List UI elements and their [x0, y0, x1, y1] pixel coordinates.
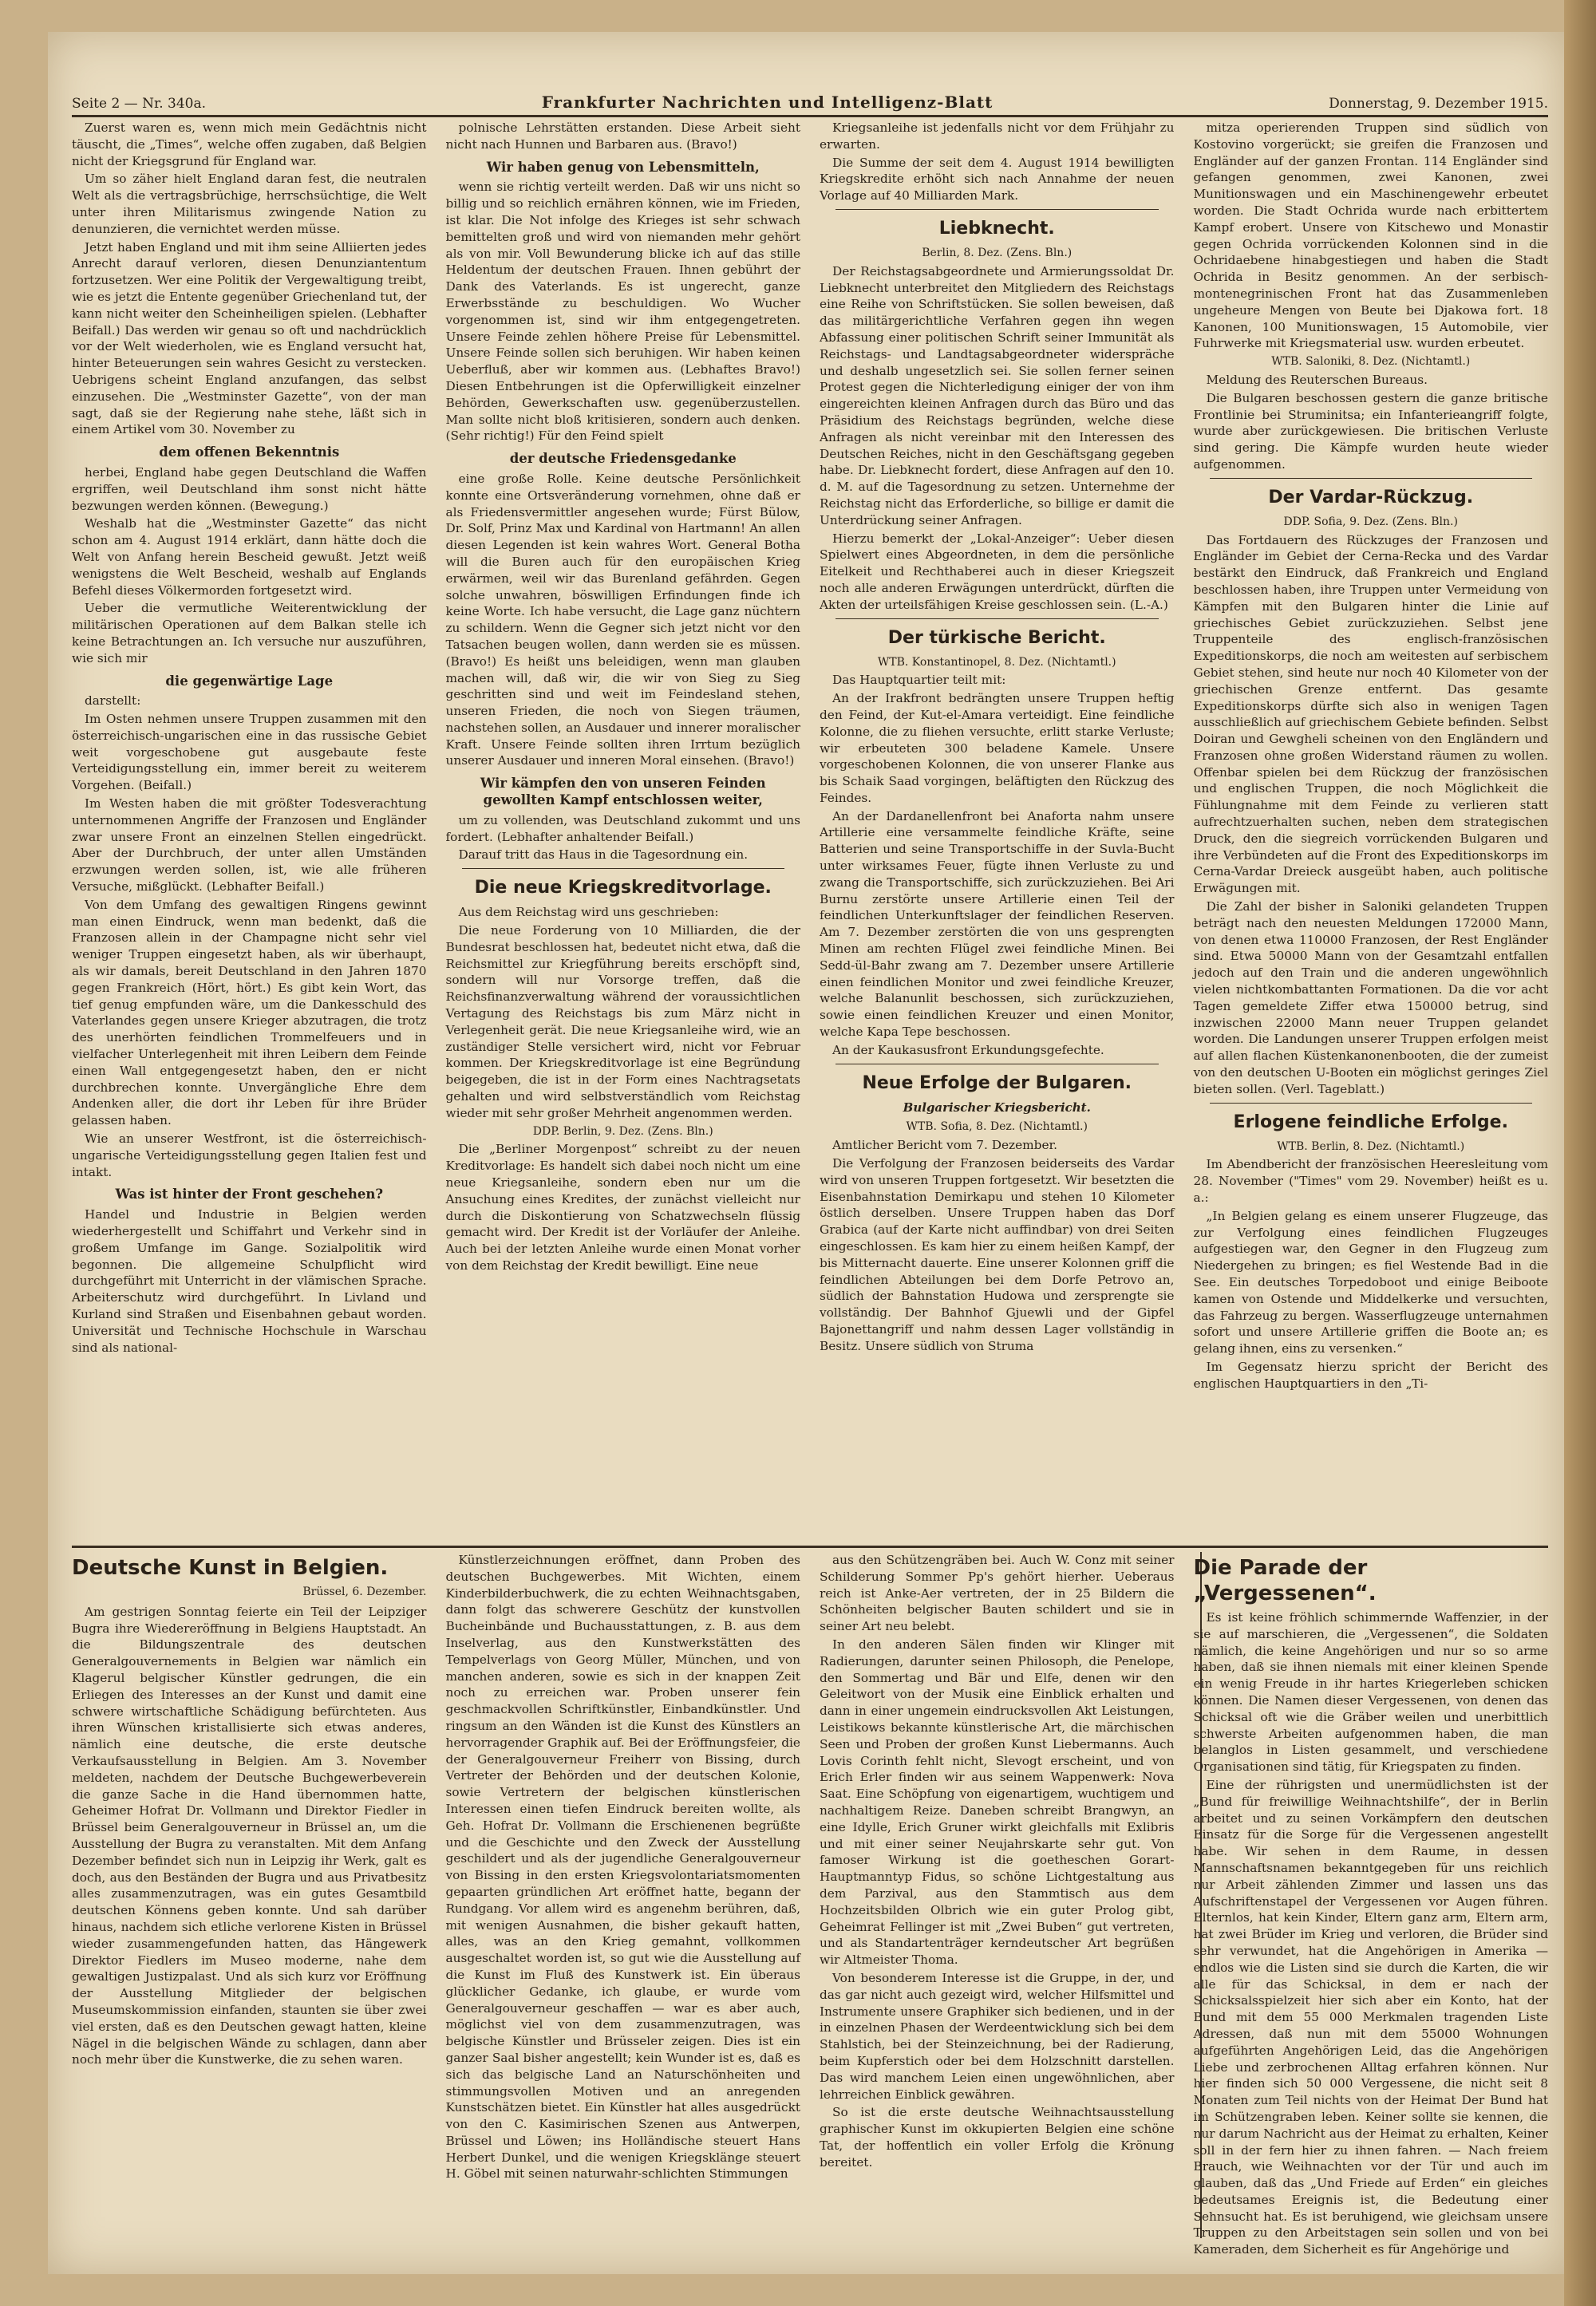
paragraph: darstellt:: [85, 693, 141, 709]
paragraph: wenn sie richtig verteilt werden. Daß wir uns nicht so billig und so reichlich ernähren können, wie im Frieden, ist klar. Die Not infolge des Krieges ist sehr schwach bemittelten groß und wird von niemanden mehr gehört als von mir. Voll Bewunderung blicke ich auf das stille Heldentum der deutschen Frauen. Ihnen gebührt der Dank des Vaterlands. Es ist ungerecht, ganze Erwerbsstände zu beschuldigen. Wo Wucher vorgenommen ist, sind wir ihm entgegengetreten. Unsere Feinde zehlen höhere Preise für Lebensmittel. Unsere Feinde sollen sich beruhigen. Wir haben keinen Ueberfluß, aber wir kommen aus. (Lebhaftes Bravo!) Diesen Entbehrungen ist die Opferwilligkeit einzelner Behörden, Gewerkschaften usw. gegenüberzustellen. Man sollte nicht bloß kritisieren, sondern auch denken. (Sehr richtig!) Für den Feind spielt: [445, 180, 800, 444]
paragraph: Die Bulgaren beschossen gestern die ganze britische Frontlinie bei Struminitsa; ein Infanterieangriff folgte, wurde aber zurückgewiesen. Die britischen Verluste sind gering. Die Kämpfe wurden heute wieder aufgenommen.: [1193, 390, 1548, 472]
paragraph: Im Gegensatz hierzu spricht der Bericht des englischen Hauptquartiers in den „Ti-: [1193, 1359, 1548, 1391]
dateline: Brüssel, 6. Dezember.: [302, 1585, 427, 1598]
article-subtitle: Bulgarischer Kriegsbericht.: [903, 1100, 1091, 1115]
divider: [1210, 1103, 1533, 1104]
article-title: Die neue Kriegskreditvorlage.: [474, 878, 772, 898]
divider: [836, 618, 1159, 619]
column-2: [446, 120, 801, 1544]
article-title: Der türkische Bericht.: [887, 627, 1106, 648]
paragraph: Hierzu bemerkt der „Lokal-Anzeiger“: Ueber diesen Spielwert eines Abgeordneten, in dem die persönliche Eitelkeit und Rechthaberei auch in dieser Kriegszeit noch alle anderen Erwägungen unterdrückt, dürften die Akten der urteilsfähigen Kreise geschlossen sein. (L.-A.): [820, 531, 1175, 612]
paragraph: Die Zahl der bisher in Saloniki gelandeten Truppen beträgt nach den neuesten Meldungen 172000 Mann, von denen etwa 110000 Franzosen, der Rest Engländer sind. Etwa 50000 Mann von der Gesamtzahl entfallen jedoch auf den Train und die anderen ungewöhnlich vielen nichtkombattanten Formationen. Da die vor acht Tagen gemeldete Ziffer etwa 150000 betrug, sind inzwischen 22000 Mann neuer Truppen gelandet worden. Die Landungen unserer Truppen erfolgen meist auf allen flachen Küstenkanonenbooten, die der zumeist von den deutschen U-Booten ein möglichst geringes Ziel bieten sollen. (Verl. Tageblatt.): [1193, 899, 1548, 1096]
dateline: DDP. Sofia, 9. Dez. (Zens. Bln.): [1283, 515, 1458, 528]
paragraph: mitza operierenden Truppen sind südlich von Kostovino vorgerückt; sie greifen die Franzosen und Engländer auf der ganzen Frontan. 114 Engländer sind gefangen genommen, zwei Kanonen, zwei Munitionswagen und ein Maschinengewehr erbeutet worden. Die Stadt Ochrida wurde nach erbittertem Kampf erobert. Unsere von Kitschewo und Monastir gegen Ochrida vorrückenden Kolonnen sind in die Ochridaebene hinabgestiegen und haben die Stadt Ochrida in Besitz genommen. An der serbisch-montenegrinischen Front hat das Zusammenleben ungeheure Mengen von Beute bei Djakowa fort. 18 Kanonen, 100 Munitionswagen, 15 Automobile, vier Fuhrwerke mit Kriegsmaterial usw. wurden erbeutet.: [1193, 120, 1548, 351]
paragraph: An der Kaukasusfront Erkundungsgefechte.: [832, 1042, 1104, 1057]
divider: [836, 209, 1159, 210]
subheading: der deutsche Friedensgedanke: [509, 451, 737, 467]
paragraph: Ueber die vermutliche Weiterentwicklung der militärischen Operationen auf dem Balkan stelle ich keine Betrachtungen an. Ich versuche nur auszuführen, wie sich mir: [72, 601, 427, 665]
paragraph: In den anderen Sälen finden wir Klinger mit Radierungen, darunter seinen Philosoph, die Penelope, den Sommertag und Bär und Elfe, denen wir den Geleitwort von der Musik eine Einblick erhalten und dann in einer ungemein eindrucksvollen Akt Leistungen, Leistikows bekannte künstlerische Art, die märchischen Seen und Proben der großen Kunst Liebermanns. Auch Lovis Corinth fehlt nicht, Slevogt erscheint, und von Erich Erler finden wir aus seinem Wappenwerk: Nova Saat. Eine Schöpfung von eigenartigem, wuchtigem und nachhaltigem Reize. Daneben schreibt Brangwyn, an eine Idylle, Erich Gruner wirkt gleichfalls mit Exlibris und mit einer seiner Neujahrskarte sehr gut. Von famoser Wirkung ist die goetheschen Gorart-Hauptmanntyp Fidus, so schöne Lichtgestaltung aus dem Parzival, aus den Stammtisch aus dem Hochzeitsbilden Olbrich wie ein guter Prolog gibt, Geheimrat Fellinger ist mit „Zwei Buben“ gut vertreten, und als Standartenträger kerndeutscher Art begrüßen wir Altmeister Thoma.: [820, 1637, 1175, 1968]
column-1: [72, 120, 427, 1544]
article-title: Die Parade der „Vergessenen“.: [1193, 1556, 1377, 1605]
dateline: WTB. Berlin, 8. Dez. (Nichtamtl.): [1277, 1139, 1465, 1153]
main-columns: [72, 120, 1548, 1544]
paragraph: eine große Rolle. Keine deutsche Persönlichkeit konnte eine Ortsveränderung vornehmen, ohne daß er als Friedensvermittler angesehen wurde; Fürst Bülow, Dr. Solf, Prinz Max und Kardinal von Hartmann! An allen diesen Legenden ist kein wahres Wort. General Botha will die Buren auch für den europäischen Krieg erwärmen, weil wir das Burenland gefährden. Gegen solche unwahren, böswilligen Erfindungen finde ich keine Worte. Ich habe versucht, die Lage ganz nüchtern zu schildern. Wenn die Gegner sich jetzt nicht vor den Tatsachen beugen wollen, dann werden sie es müssen. (Bravo!) Es heißt uns beleidigen, wenn man glauben machen will, daß wir, die wir von Sieg zu Sieg geschritten sind und weit im Feindesland stehen, unseren Frieden, die noch von Siegen träumen, nachstehen sollen, an Ausdauer und innerer moralischer Kraft. Unsere Feinde sollten ihren Irrtum bezüglich unserer Ausdauer und inneren Moral einsehen. (Bravo!): [445, 471, 800, 768]
paragraph: Das Fortdauern des Rückzuges der Franzosen und Engländer im Gebiet der Cerna-Recka und des Vardar bestärkt den Eindruck, daß Frankreich und England beschlossen haben, ihre Truppen unter Vermeidung von Kämpfen mit den Bulgaren hinter die Linie auf griechisches Gebiet zurückzuziehen. Selbst jene Truppenteile des englisch-französischen Expeditionskorps, die noch am weitesten auf serbischem Gebiet stehen, sind heute nur noch 40 Kilometer von der griechischen Grenze entfernt. Das gesamte Expeditionskorps dürfte sich also in wenigen Tagen ausschließlich auf griechischem Gebiete befinden. Selbst Doiran und Gewgheli scheinen von den Engländern und Franzosen ohne großen Widerstand räumen zu wollen. Offenbar spielen bei dem Rückzug der französischen und englischen Truppen, die noch Möglichkeit die Fühlungnahme mit dem Feinde zu verlieren statt aufrechtzuerhalten suchen, neben dem strategischen Druck, den die siegreich vorrückenden Bulgaren und ihre Verbündeten auf die Front des Expeditionskorps im Cerna-Vardar Dreieck ausgeübt haben, auch politische Erwägungen mit.: [1193, 532, 1548, 896]
divider: [1210, 478, 1533, 479]
dateline: WTB. Konstantinopel, 8. Dez. (Nichtamtl.): [877, 655, 1116, 669]
article-title: Deutsche Kunst in Belgien.: [72, 1556, 389, 1580]
column-4: [1194, 120, 1549, 1544]
paragraph: Die neue Forderung von 10 Milliarden, die der Bundesrat beschlossen hat, bedeutet nicht etwa, daß die Reichsmittel zur Kriegführung bereits erschöpft sind, sondern will nur Vorsorge treffen, daß die Reichsfinanzverwaltung während der voraussichtlichen Vertagung des Reichstags bis zum März nicht in Verlegenheit gerät. Die neue Kriegsanleihe wird, wie an zuständiger Stelle versichert wird, nicht vor Februar kommen. Der Kriegskreditvorlage ist eine Begründung beigegeben, die ist in der Form eines Nachtragsetats gehalten und wird selbstverständlich vom Reichstag wieder mit sehr großer Mehrheit angenommen werden.: [445, 923, 800, 1120]
feuilleton-column-1: [72, 1552, 427, 2260]
article-title: Erlogene feindliche Erfolge.: [1233, 1112, 1508, 1132]
paragraph: Im Abendbericht der französischen Heeresleitung vom 28. November ("Times" vom 29. November) heißt es u. a.:: [1193, 1157, 1548, 1206]
paragraph: Jetzt haben England und mit ihm seine Alliierten jedes Anrecht darauf verloren, diesen Denunziantentum fortzusetzen. Wer eine Politik der Vergewaltigung treibt, wie es jetzt die Entente gegenüber Griechenland tut, der kann nicht weiter den Scheinheiligen spielen. (Lebhafter Beifall.) Das werden wir genau so oft und nachdrücklich vor der Welt wiederholen, wie es England versucht hat, hinter Beteuerungen sein wahres Gesicht zu verstecken. Uebrigens scheint England anzufangen, das selbst einzusehen. Die „Westminster Gazette“, von der man sagt, daß sie der Regierung nahe stehe, läßt sich in einem Artikel vom 30. November zu: [72, 239, 427, 437]
article-title: Neue Erfolge der Bulgaren.: [862, 1072, 1132, 1093]
dateline: WTB. Sofia, 8. Dez. (Nichtamtl.): [906, 1120, 1088, 1134]
paragraph: polnische Lehrstätten erstanden. Diese Arbeit sieht nicht nach Hunnen und Barbaren aus. (Bravo!): [445, 120, 800, 152]
section-rule: [72, 1546, 1548, 1548]
paragraph: Meldung des Reuterschen Bureaus.: [1206, 372, 1428, 387]
page-label: Seite 2 — Nr. 340a.: [72, 96, 206, 112]
subheading: die gegenwärtige Lage: [165, 673, 334, 689]
paragraph: Zuerst waren es, wenn mich mein Gedächtnis nicht täuscht, die „Times“, welche offen zugaben, daß Belgien nicht der Kriegsgrund für England war.: [72, 120, 427, 168]
paragraph: Im Westen haben die mit größter Todesverachtung unternommenen Angriffe der Franzosen und Engländer zwar unsere Front an einzelnen Stellen eingedrückt. Aber der Durchbruch, der unter allen Umständen erzwungen werden sollen, ist, wie alle früheren Versuche, mißglückt. (Lebhafter Beifall.): [72, 796, 427, 894]
paragraph: Künstlerzeichnungen eröffnet, dann Proben des deutschen Buchgewerbes. Mit Wichten, einem Kinderbilderbuchwerk, die zu echten Weihnachtsgaben, dann folgt das schwerere Geschütz der kunstvollen Bucheinbände und Buchausstattungen, z. B. aus dem Inselverlag, aus den Kunstwerkstätten des Tempelverlags von Georg Müller, München, und von manchen anderen, sowie es sich in der knappen Zeit noch zu erreichen war. Proben unserer fein geschmackvollen Schriftkünstler, Einbandkünstler. Und ringsum an den Wänden ist die Kunst des Künstlers an hervorragender Graphik auf. Bei der Eröffnungsfeier, die der Generalgouverneur Freiherr von Bissing, durch Vertreter der Behörden und der deutschen Kolonie, sowie Vertretern der belgischen künstlerischen Interessen einen tiefen Eindruck bereiten wollte, als Geh. Hofrat Dr. Vollmann die Erschienenen begrüßte und die Geschichte und den Zweck der Ausstellung geschildert und als der jugendliche Generalgouverneur von Bissing in den ersten Kriegsvolontariatsmomenten gepaarten gründlichen Art eröffnet hatte, begann der Rundgang. Vor allem wird es angenehm berühren, daß, mit wenigen Ausnahmen, die bisher gekauft hatten, alles, was an den Krieg gemahnt, vollkommen ausgeschaltet worden ist, so gut wie die Ausstellung auf die Kunst im Fluß des Kunstwerk ist. Ein überaus glücklicher Gedanke, ich glaube, er wurde vom Generalgouverneur geschaffen — war es aber auch, möglichst viel von dem zusammenzutragen, was belgische Künstler und Brüsseler zeigen. Dies ist ein ganzer Saal bisher angestellt; kein Wunder ist es, daß es sich das belgische Land an Naturschönheiten und stimmungsvollen Motiven und an anregenden Kunstschätzen bietet. Ein Künstler hat alles ausgedrückt von den C. Kasimirischen Szenen aus Antwerpen, Brüssel und Löwen; ins Holländische steuert Hans Herbert Dunkel, und die wenigen Kriegsklänge steuert H. Göbel mit seinen naturwahr-schlichten Stimmungen: [445, 1553, 800, 2182]
paragraph: Weshalb hat die „Westminster Gazette“ das nicht schon am 4. August 1914 erklärt, dann hätte doch die Welt von Anfang herein Bescheid gewußt. Jetzt weiß wenigstens die Welt Bescheid, weshalb auf Englands Befehl dieses Völkermorden fortgesetzt wird.: [72, 516, 427, 598]
paragraph: aus den Schützengräben bei. Auch W. Conz mit seiner Schilderung Sommer Pp's gehört hierher. Ueberaus reich ist Anke-Aer vertreten, der in 25 Bildern die Schönheiten belgischer Bauten schildert und sie in seiner Art neu belebt.: [820, 1553, 1175, 1634]
feuilleton-column-4: [1194, 1552, 1549, 2260]
feuilleton-column-2: [446, 1552, 801, 2260]
paragraph: Aus dem Reichstag wird uns geschrieben:: [458, 905, 719, 920]
paragraph: Von dem Umfang des gewaltigen Ringens gewinnt man einen Eindruck, wenn man bedenkt, daß die Franzosen allein in der Champagne nicht sehr viel weniger Truppen eingesetzt haben, als wir überhaupt, als wir damals, bereit Deutschland in den Jahren 1870 gegen Frankreich (Hört, hört.) Es gibt kein Wort, das tief genug empfunden wäre, um die Dankesschuld des Vaterlandes gegen unsere Krieger abzutragen, die trotz des unerhörten feindlichen Trommelfeuers und in vielfacher Unterlegenheit mit ihren Leibern dem Feinde einen Wall entgegengesetzt haben, den er nicht durchbrechen konnte. Unvergängliche Ehre dem Andenken aller, die dort ihr Leben für ihre Brüder gelassen haben.: [72, 897, 427, 1128]
paragraph: Im Osten nehmen unsere Truppen zusammen mit den österreichisch-ungarischen eine in das russische Gebiet weit vorgeschobene gut ausgebaute feste Verteidigungsstellung ein, immer bereit zu weiterem Vorgehen. (Beifall.): [72, 712, 427, 793]
paragraph: Um so zäher hielt England daran fest, die neutralen Welt als die vertragsbrüchige, herrschsüchtige, die Welt unter ihren Militarismus zwingende Nation zu denunzieren, die vernichtet werden müsse.: [72, 172, 427, 236]
header-rule: [72, 115, 1548, 117]
paragraph: Eine der rührigsten und unermüdlichsten ist der „Bund für freiwillige Weihnachtshilfe“, der in Berlin arbeitet und zu seinen Vorkämpfern den deutschen Einsatz für die Sorge für die Vergessenen angestellt habe. Wir sehen in dem Raume, in dessen Mannschaftsnamen bekanntgegeben für uns reichlich nur Arbeit zählenden Zimmer und lassen uns das Aufschriftenstapel der Vergessenen vor Augen führen. Elternlos, hat kein Kinder, Eltern ganz arm, Eltern arm, hat zwei Brüder im Krieg und verloren, die Brüder sind sehr verwundet, hat die Angehörigen in Amerika — endlos wie die Listen sind sie durch die Karten, die wir alle für das Schicksal, in dem er nach der Schicksalsspielzeit hier sich aber ein Konto, hat der Bund mit dem 55 000 Merkmalen tragenden Liste Adressen, daß nun mit dem 55000 Wohnungen aufgeführten Angehörigen Leid, das die Angehörigen Liebe und zerbrochenen Alltag erfahren können. Nur hier finden sich 50 000 Vergessene, die nicht seit 8 Monaten zum Teil nichts von der Heimat Der Bund hat im Schützengraben leben. Keiner sollte sie kennen, die nur darum Nachricht aus der Heimat zu erhalten, Keiner soll in der fern hier zu ihnen fahren. — Nach freiem Brauch, wie Weihnachten vor der Tür und auch im glauben, daß das „Und Friede auf Erden“ ein gleiches bedeutsames Ereignis ist, die Bedeutung einer Sehnsucht hat. Es ist beruhigend, wie gleichsam unsere Truppen zu den Arbeitstagen sein sollen und von bei Kameraden, dem Sicherheit es für Angehörige und: [1193, 1777, 1548, 2257]
article-title: Der Vardar-Rückzug.: [1268, 487, 1474, 507]
paragraph: Es ist keine fröhlich schimmernde Waffenzier, in der sie auf marschieren, die „Vergessenen“, die Soldaten nämlich, die keine Angehörigen und nur so so arme haben, daß sie ihnen niemals mit einer kleinen Spende ein wenig Freude in ihr hartes Kriegerleben schicken können. Die Namen dieser Vergessenen, von denen das Schicksal oft wie die Gräber weilen und unerbittlich schwerste Arbeiten aufgenommen haben, die man belanglos in Listen gesammelt, und verschiedene Organisationen sind tätig, für Kriegspaten zu finden.: [1193, 1610, 1548, 1775]
dateline: WTB. Saloniki, 8. Dez. (Nichtamtl.): [1271, 355, 1471, 369]
paragraph: „In Belgien gelang es einem unserer Flugzeuge, das zur Verfolgung eines feindlichen Flugzeuges aufgestiegen war, den Gegner in den Flugzeug zum Niedergehen zu bringen; es fiel Westende Bad in die See. Ein deutsches Torpedoboot und einige Beiboote kamen von Ostende und Middelkerke und versuchten, das Fahrzeug zu bergen. Wasserflugzeuge unternahmen sofort und unsere Artillerie griffen die Boote an; es gelang ihnen, eins zu versenken.“: [1193, 1208, 1548, 1356]
column-3: [820, 120, 1175, 1544]
paragraph: Am gestrigen Sonntag feierte ein Teil der Leipziger Bugra ihre Wiedereröffnung in Belgiens Hauptstadt. An die Bildungszentrale des deutschen Generalgouvernements in Belgien war nämlich ein Klagerul belgischer Künstler gedrungen, die ein Erliegen des Interesses an der Kunst und damit eine schwere wirtschaftliche Schädigung befürchteten. Aus ihren Wünschen kristallisierte sich etwas anderes, nämlich eine deutsche, die erste deutsche Verkaufsausstellung in Belgien. Am 3. November meldeten, nachdem der Deutsche Buchgewerbeverein die ganze Sache in die Hand übernommen hatte, Geheimer Hofrat Dr. Vollmann und Direktor Fiedler in Brüssel beim Generalgouverneur in Brüssel an, um die Ausstellung der Bugra zu veranstalten. Mit dem Anfang Dezember befindet sich nun in Leipzig ihr Werk, galt es doch, aus den Beständen der Bugra und aus Privatbesitz alles zusammenzutragen, was ein gutes Gesamtbild deutschen Könnens geben konnte. Und sah darüber hinaus, nachdem sich etliche verlorene Kisten in Brüssel wieder zusammengefunden hatten, das Hängewerk Direktor Fiedlers im Museo moderne, nahe dem gewaltigen Justizpalast. Und als sich kurz vor Eröffnung der Ausstellung Mitglieder der belgischen Museumskommission einfanden, staunten sie über zwei viel ersten, daß es den Deutschen gewagt hatten, kleine Nägel in die belgischen Wände zu schlagen, dann aber noch mehr über die Kunstwerke, die zu sehen waren.: [72, 1604, 427, 2067]
dateline: Berlin, 8. Dez. (Zens. Bln.): [922, 246, 1073, 259]
paragraph: An der Irakfront bedrängten unsere Truppen heftig den Feind, der Kut-el-Amara verteidigt. Eine feindliche Kolonne, die zu fliehen versuchte, erlitt starke Verluste; wir erbeuteten 300 beladene Kamele. Unsere vorgeschobenen Kolonnen, die von unserer Flanke aus bis Schaik Saad vorgingen, beläftigten den Rückzug des Feindes.: [820, 691, 1175, 805]
dateline: DDP. Berlin, 9. Dez. (Zens. Bln.): [532, 1124, 713, 1138]
subheading: dem offenen Bekenntnis: [159, 444, 340, 460]
paragraph: An der Dardanellenfront bei Anaforta nahm unsere Artillerie eine versammelte feindliche Kräfte, seine Batterien und seine Transportschiffe in der Suvla-Bucht unter wirksames Feuer, fügte ihnen Verluste zu und zwang die Transportschiffe, sich zurückzuziehen. Bei Ari Burnu zerstörte unsere Artillerie einen Teil der feindlichen Unterkunftslager der feindlichen Reserven. Am 7. Dezember zerstörten die von uns gesprengten Minen am rechten Flügel zwei feindliche Minen. Bei Sedd-ül-Bahr zwang am 7. Dezember unsere Artillerie einen feindlichen Monitor und zwei feindliche Kreuzer, welche Balanunlit beschossen, sich zurückzuziehen, sowie einen feindlichen Kreuzer und einen Monitor, welche Kapa Tepe beschossen.: [820, 808, 1175, 1040]
paragraph: Von besonderem Interesse ist die Gruppe, in der, und das gar nicht auch gezeigt wird, welcher Hilfsmittel und Instrumente unsere Graphiker sich bedienen, und in der in einzelnen Phasen der Werdeentwicklung sich bei dem Stahlstich, bei der Steinzeichnung, bei der Radierung, beim Kupferstich oder bei dem Holzschnitt darstellen. Das wird manchem Leien einen ungewöhnlichen, aber lehrreichen Einblick gewähren.: [820, 1970, 1175, 2102]
paragraph: So ist die erste deutsche Weihnachtsausstellung graphischer Kunst im okkupierten Belgien eine schöne Tat, der hoffentlich ein voller Erfolg die Krönung bereitet.: [820, 2105, 1175, 2170]
paragraph: Die „Berliner Morgenpost“ schreibt zu der neuen Kreditvorlage: Es handelt sich dabei noch nicht um eine neue Kriegsanleihe, sondern eben nur um die Ansuchung eines Kredites, der zunächst vielleicht nur durch die Diskontierung von Schatzwechseln flüssig gemacht wird. Der Kredit ist der Vorläufer der Anleihe. Auch bei der letzten Anleihe wurde einen Monat vorher von dem Reichstag der Kredit bewilligt. Eine neue: [445, 1142, 800, 1273]
divider: [462, 868, 785, 869]
paragraph: um zu vollenden, was Deutschland zukommt und uns fordert. (Lebhafter anhaltender Beifall.): [445, 812, 800, 844]
feuilleton-column-3: [820, 1552, 1175, 2260]
paragraph: Die Verfolgung der Franzosen beiderseits des Vardar wird von unseren Truppen fortgesetzt. Wir besetzten die Eisenbahnstation Demirkapu und stehen 10 Kilometer östlich derselben. Unsere Truppen haben das Dorf Grabica (auf der Karte nicht auffindbar) von drei Seiten eingeschlossen. Es kam hier zu einem heißen Kampf, der bis Mitternacht dauerte. Eine unserer Kolonnen griff die feindlichen Abteilungen bei dem Dorfe Petrovo an, südlich der Bahnstation Hudowa und zersprengte sie vollständig. Der Bahnhof Gjuewli und der Gipfel Bajonettangriff und nahm dessen Lager vollständig in Besitz. Unsere südlich von Struma: [820, 1156, 1175, 1353]
subheading: Was ist hinter der Front geschehen?: [115, 1187, 384, 1202]
paragraph: Das Hauptquartier teilt mit:: [832, 673, 1006, 688]
feuilleton-section: [72, 1552, 1548, 2257]
paragraph: Der Reichstagsabgeordnete und Armierungssoldat Dr. Liebknecht unterbreitet den Mitgliedern des Reichstags eine Reihe von Schriftstücken. Sie sollen beweisen, daß das militärgerichtliche Verfahren gegen ihn wegen Abfassung einer politischen Schrift seiner Immunität als Reichstags- und Landtagsabgeordneter widerspräche und deshalb ungesetzlich sei. Sie sollen ferner seinen Protest gegen die Nichterledigung einiger der von ihm eingereichten kleinen Anfragen durch das Büro und das Präsidium des Reichstags begründen, welche diese Anfragen als nicht vereinbar mit den Interessen des Deutschen Reiches, nicht in den Geschäftsgang gegeben habe. Dr. Liebknecht fordert, diese Anfragen auf den 10. d. M. auf die Tagesordnung zu setzen. Unternehme der Reichstag nicht das Erforderliche, so billige er damit die Unterdrückung seiner Anfragen.: [820, 263, 1175, 527]
paragraph: Handel und Industrie in Belgien werden wiederhergestellt und Schiffahrt und Verkehr sind in großem Umfange im Gange. Sozialpolitik wird begonnen. Die allgemeine Schulpflicht wird durchgeführt mit Unterricht in der vlämischen Sprache. Arbeiterschutz wird durchgeführt. In Livland und Kurland sind Straßen und Eisenbahnen gebaut worden. Universität und Technische Hochschule in Warschau sind als national-: [72, 1207, 427, 1355]
paragraph: Darauf tritt das Haus in die Tagesordnung ein.: [458, 847, 749, 863]
paragraph: Die Summe der seit dem 4. August 1914 bewilligten Kriegskredite erhöht sich nach Annahme der neuen Vorlage auf 40 Milliarden Mark.: [820, 155, 1175, 203]
paragraph: Wie an unserer Westfront, ist die österreichisch-ungarische Verteidigungsstellung gegen Italien fest und intakt.: [72, 1131, 427, 1179]
subheading: Wir kämpfen den von unseren Feinden gewollten Kampf entschlossen weiter,: [480, 776, 766, 808]
subheading: Wir haben genug von Lebensmitteln,: [486, 159, 760, 175]
masthead: Frankfurter Nachrichten und Intelligenz-Blatt: [541, 93, 994, 112]
article-title: Liebknecht.: [938, 218, 1055, 239]
paragraph: herbei, England habe gegen Deutschland die Waffen ergriffen, weil Deutschland ihm sonst nicht hätte bezwungen werden können. (Bewegung.): [72, 464, 427, 513]
issue-date: Donnerstag, 9. Dezember 1915.: [1329, 96, 1548, 112]
paragraph: Amtlicher Bericht vom 7. Dezember.: [832, 1138, 1058, 1153]
page-edge: [1564, 0, 1596, 2306]
page-header: [72, 80, 1548, 112]
paragraph: Kriegsanleihe ist jedenfalls nicht vor dem Frühjahr zu erwarten.: [820, 120, 1175, 152]
